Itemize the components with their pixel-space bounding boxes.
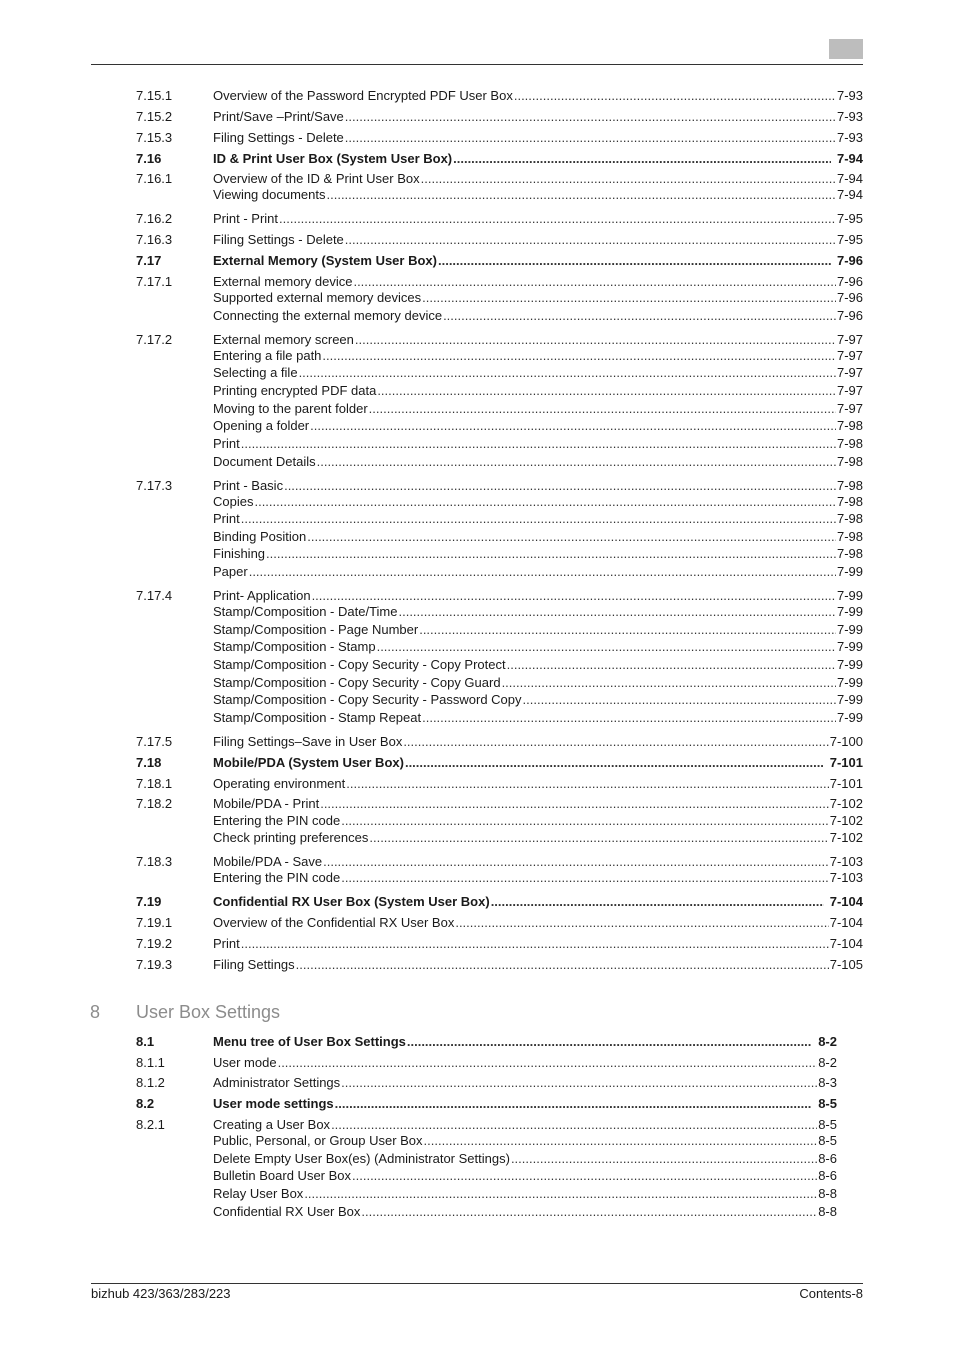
toc-entry xyxy=(0,675,954,691)
toc-entry-number: 7.18.1 xyxy=(136,776,173,791)
toc-entry-page: 7-96 xyxy=(836,274,863,289)
toc-entry-page: 7-94 xyxy=(836,151,863,166)
toc-entry-title: Print - Basic xyxy=(213,478,284,493)
toc-entry-title: Entering the PIN code xyxy=(213,813,341,828)
dot-leader xyxy=(278,1055,818,1071)
toc-entry-title: Copies xyxy=(213,494,254,509)
toc-entry xyxy=(0,383,954,399)
toc-entry-number: 7.19.2 xyxy=(136,936,173,951)
toc-entry-page: 7-99 xyxy=(836,710,863,725)
toc-entry-number: 7.18 xyxy=(136,755,162,770)
toc-entry-page: 7-93 xyxy=(836,88,863,103)
toc-entry-number: 8.1 xyxy=(136,1034,155,1049)
toc-entry xyxy=(0,1168,954,1184)
toc-entry-page: 7-93 xyxy=(836,109,863,124)
toc-entry-page: 7-96 xyxy=(836,308,863,323)
dot-leader xyxy=(241,511,836,527)
toc-entry-title: Print- Application xyxy=(213,588,311,603)
dot-leader xyxy=(523,692,836,708)
toc-entry-number: 7.17.4 xyxy=(136,588,173,603)
toc-entry xyxy=(0,88,954,104)
toc-entry-page: 7-99 xyxy=(836,675,863,690)
toc-entry-page: 7-101 xyxy=(829,755,863,770)
toc-entry xyxy=(0,796,954,812)
toc-entry-page: 7-99 xyxy=(836,604,863,619)
toc-entry-page: 8-6 xyxy=(818,1151,837,1166)
dot-leader xyxy=(422,290,836,306)
toc-entry-page: 7-101 xyxy=(829,776,863,791)
toc-entry-page: 7-98 xyxy=(836,546,863,561)
toc-entry-page: 7-102 xyxy=(829,813,863,828)
dot-leader xyxy=(511,1151,817,1167)
dot-leader xyxy=(241,436,836,452)
toc-entry xyxy=(0,130,954,146)
dot-leader xyxy=(377,639,836,655)
toc-entry-number: 7.19.1 xyxy=(136,915,173,930)
dot-leader xyxy=(335,1096,813,1112)
toc-entry-page: 7-104 xyxy=(829,936,863,951)
toc-entry-title: Selecting a file xyxy=(213,365,298,380)
toc-entry-title: External Memory (System User Box) xyxy=(213,253,437,268)
toc-entry-title: Mobile/PDA - Print xyxy=(213,796,320,811)
toc-entry-title: Stamp/Composition - Copy Security - Password Copy xyxy=(213,692,522,707)
toc-entry-title: External memory device xyxy=(213,274,353,289)
toc-entry xyxy=(0,171,954,187)
toc-entry xyxy=(0,308,954,324)
dot-leader xyxy=(422,710,836,726)
dot-leader xyxy=(341,1075,817,1091)
toc-entry-number: 7.17.5 xyxy=(136,734,173,749)
toc-entry xyxy=(0,692,954,708)
dot-leader xyxy=(279,211,836,227)
dot-leader xyxy=(403,734,828,750)
toc-entry xyxy=(0,546,954,562)
toc-entry-page: 7-97 xyxy=(836,365,863,380)
dot-leader xyxy=(317,454,836,470)
toc-entry-page: 8-8 xyxy=(818,1204,837,1219)
toc-entry-page: 7-94 xyxy=(836,187,863,202)
dot-leader xyxy=(254,494,836,510)
toc-entry-number: 7.18.2 xyxy=(136,796,173,811)
toc-entry xyxy=(0,813,954,829)
toc-entry-page: 8-6 xyxy=(818,1168,837,1183)
toc-entry xyxy=(0,755,954,771)
toc-entry xyxy=(0,365,954,381)
toc-entry-title: Print - Print xyxy=(213,211,279,226)
toc-entry-page: 7-98 xyxy=(836,511,863,526)
toc-entry-page: 7-98 xyxy=(836,436,863,451)
dot-leader xyxy=(296,957,829,973)
toc-entry-page: 7-99 xyxy=(836,692,863,707)
toc-entry xyxy=(0,478,954,494)
dot-leader xyxy=(312,588,836,604)
dot-leader xyxy=(419,622,836,638)
toc-entry-page: 7-97 xyxy=(836,348,863,363)
toc-entry-title: Printing encrypted PDF data xyxy=(213,383,377,398)
dot-leader xyxy=(453,151,831,167)
toc-entry-page: 7-102 xyxy=(829,830,863,845)
dot-leader xyxy=(507,657,836,673)
dot-leader xyxy=(502,675,836,691)
dot-leader xyxy=(323,854,829,870)
toc-entry-title: Overview of the Password Encrypted PDF User Box xyxy=(213,88,513,103)
toc-entry xyxy=(0,1204,954,1220)
toc-entry xyxy=(0,348,954,364)
toc-entry-page: 7-98 xyxy=(836,529,863,544)
toc-entry-title: Moving to the parent folder xyxy=(213,401,368,416)
toc-entry-title: Menu tree of User Box Settings xyxy=(213,1034,406,1049)
toc-entry xyxy=(0,915,954,931)
dot-leader xyxy=(361,1204,817,1220)
toc-entry xyxy=(0,1151,954,1167)
toc-entry xyxy=(0,734,954,750)
toc-entry-title: External memory screen xyxy=(213,332,354,347)
toc-entry-page: 7-104 xyxy=(829,894,863,909)
toc-entry xyxy=(0,253,954,269)
toc-entry xyxy=(0,1096,954,1112)
toc-entry-page: 7-105 xyxy=(829,957,863,972)
dot-leader xyxy=(398,604,835,620)
dot-leader xyxy=(514,88,836,104)
toc-entry-number: 7.16 xyxy=(136,151,162,166)
toc-entry-page: 8-5 xyxy=(818,1133,837,1148)
dot-leader xyxy=(377,383,836,399)
toc-entry-number: 7.17.2 xyxy=(136,332,173,347)
toc-entry-title: Binding Position xyxy=(213,529,307,544)
dot-leader xyxy=(241,936,829,952)
toc-entry-title: Connecting the external memory device xyxy=(213,308,443,323)
toc-entry-title: Creating a User Box xyxy=(213,1117,331,1132)
toc-entry-title: Overview of the ID & Print User Box xyxy=(213,171,420,186)
dot-leader xyxy=(299,365,836,381)
toc-entry-page: 7-97 xyxy=(836,383,863,398)
toc-entry-number: 8.2.1 xyxy=(136,1117,165,1132)
toc-entry-title: Filing Settings - Delete xyxy=(213,130,344,145)
toc-entry-number: 7.16.1 xyxy=(136,171,173,186)
toc-entry xyxy=(0,274,954,290)
toc-entry-page: 7-96 xyxy=(836,290,863,305)
dot-leader xyxy=(491,894,824,910)
dot-leader xyxy=(355,332,836,348)
toc-entry xyxy=(0,894,954,910)
dot-leader xyxy=(424,1133,818,1149)
toc-entry-title: ID & Print User Box (System User Box) xyxy=(213,151,453,166)
toc-entry-page: 7-102 xyxy=(829,796,863,811)
toc-entry-title: Print/Save –Print/Save xyxy=(213,109,344,124)
toc-entry-number: 7.16.2 xyxy=(136,211,173,226)
toc-entry-title: Confidential RX User Box xyxy=(213,1204,361,1219)
toc-entry-page: 7-98 xyxy=(836,418,863,433)
toc-entry-page: 7-99 xyxy=(836,657,863,672)
chapter-heading xyxy=(0,1000,954,1024)
dot-leader xyxy=(266,546,836,562)
dot-leader xyxy=(352,1168,817,1184)
toc-entry-page: 8-5 xyxy=(818,1117,837,1132)
dot-leader xyxy=(443,308,836,324)
toc-entry xyxy=(0,494,954,510)
toc-entry-title: Viewing documents xyxy=(213,187,326,202)
toc-entry xyxy=(0,529,954,545)
toc-entry-page: 7-99 xyxy=(836,564,863,579)
dot-leader xyxy=(421,171,836,187)
toc-entry xyxy=(0,1186,954,1202)
toc-entry-number: 7.19.3 xyxy=(136,957,173,972)
toc-entry-title: Filing Settings xyxy=(213,957,295,972)
dot-leader xyxy=(438,253,831,269)
toc-entry-title: Document Details xyxy=(213,454,316,469)
toc-entry-page: 7-103 xyxy=(829,870,863,885)
toc-entry xyxy=(0,211,954,227)
toc-entry-title: Administrator Settings xyxy=(213,1075,341,1090)
toc-entry-title: Bulletin Board User Box xyxy=(213,1168,352,1183)
toc-entry-page: 8-8 xyxy=(818,1186,837,1201)
toc-entry-title: Stamp/Composition - Stamp xyxy=(213,639,376,654)
toc-entry-title: Relay User Box xyxy=(213,1186,304,1201)
toc-entry xyxy=(0,109,954,125)
toc-entry-title: Filing Settings–Save in User Box xyxy=(213,734,403,749)
toc-entry xyxy=(0,418,954,434)
toc-entry xyxy=(0,830,954,846)
toc-entry-number: 7.17.3 xyxy=(136,478,173,493)
dot-leader xyxy=(407,1034,812,1050)
toc-entry xyxy=(0,290,954,306)
toc-entry xyxy=(0,436,954,452)
toc-entry-page: 8-5 xyxy=(818,1096,837,1111)
toc-entry-title: Print xyxy=(213,511,240,526)
toc-entry-title: Operating environment xyxy=(213,776,346,791)
toc-entry-page: 8-3 xyxy=(818,1075,837,1090)
toc-entry xyxy=(0,151,954,167)
toc-entry xyxy=(0,232,954,248)
toc-entry-title: Mobile/PDA - Save xyxy=(213,854,323,869)
toc-entry-number: 7.19 xyxy=(136,894,162,909)
toc-entry xyxy=(0,454,954,470)
toc-entry xyxy=(0,936,954,952)
toc-entry-title: Public, Personal, or Group User Box xyxy=(213,1133,423,1148)
toc-entry xyxy=(0,564,954,580)
dot-leader xyxy=(320,796,829,812)
toc-entry-page: 7-99 xyxy=(836,588,863,603)
chapter-number: 8 xyxy=(90,1002,101,1022)
dot-leader xyxy=(331,1117,817,1133)
dot-leader xyxy=(304,1186,817,1202)
toc-entry-title: Supported external memory devices xyxy=(213,290,422,305)
toc-entry xyxy=(0,1075,954,1091)
toc-entry-number: 7.15.2 xyxy=(136,109,173,124)
toc-entry-page: 7-103 xyxy=(829,854,863,869)
toc-entry-title: User mode xyxy=(213,1055,277,1070)
dot-leader xyxy=(345,109,836,125)
toc-entry xyxy=(0,1133,954,1149)
toc-entry-title: Mobile/PDA (System User Box) xyxy=(213,755,404,770)
toc-entry-page: 7-93 xyxy=(836,130,863,145)
toc-entry-title: Stamp/Composition - Date/Time xyxy=(213,604,398,619)
toc-entry-title: Finishing xyxy=(213,546,266,561)
toc-entry-title: Filing Settings - Delete xyxy=(213,232,344,247)
dot-leader xyxy=(327,187,836,203)
toc-entry-page: 7-99 xyxy=(836,639,863,654)
toc-entry xyxy=(0,639,954,655)
dot-leader xyxy=(346,776,829,792)
toc-entry-number: 8.2 xyxy=(136,1096,155,1111)
footer-page-label: Contents-8 xyxy=(799,1286,863,1301)
toc-entry-title: Paper xyxy=(213,564,248,579)
toc-entry-page: 7-95 xyxy=(836,211,863,226)
toc-entry xyxy=(0,657,954,673)
dot-leader xyxy=(310,418,836,434)
toc-entry-page: 7-97 xyxy=(836,332,863,347)
toc-entry-title: Confidential RX User Box (System User Box) xyxy=(213,894,490,909)
dot-leader xyxy=(307,529,836,545)
toc-entry xyxy=(0,187,954,203)
dot-leader xyxy=(345,232,836,248)
toc-entry-number: 7.17.1 xyxy=(136,274,173,289)
toc-entry-title: User mode settings xyxy=(213,1096,334,1111)
toc-entry-page: 7-97 xyxy=(836,401,863,416)
toc-entry xyxy=(0,870,954,886)
toc-entry xyxy=(0,776,954,792)
toc-entry xyxy=(0,854,954,870)
toc-entry-page: 7-104 xyxy=(829,915,863,930)
toc-entry xyxy=(0,401,954,417)
toc-entry-title: Entering the PIN code xyxy=(213,870,341,885)
toc-entry-page: 7-98 xyxy=(836,454,863,469)
toc-entry xyxy=(0,622,954,638)
toc-entry-number: 7.16.3 xyxy=(136,232,173,247)
toc-entry-title: Print xyxy=(213,936,240,951)
header-rule xyxy=(91,64,863,65)
toc-entry-title: Stamp/Composition - Stamp Repeat xyxy=(213,710,422,725)
toc-entry-title: Stamp/Composition - Copy Security - Copy Protect xyxy=(213,657,506,672)
toc-entry-page: 7-96 xyxy=(836,253,863,268)
dot-leader xyxy=(369,830,828,846)
toc-entry xyxy=(0,957,954,973)
toc-entry-title: Stamp/Composition - Page Number xyxy=(213,622,419,637)
toc-entry xyxy=(0,588,954,604)
toc-entry xyxy=(0,710,954,726)
toc-entry-page: 7-98 xyxy=(836,494,863,509)
toc-entry-title: Opening a folder xyxy=(213,418,310,433)
dot-leader xyxy=(369,401,836,417)
dot-leader xyxy=(353,274,836,290)
toc-entry-title: Delete Empty User Box(es) (Administrator Settings) xyxy=(213,1151,510,1166)
toc-entry-page: 7-100 xyxy=(829,734,863,749)
toc-entry xyxy=(0,511,954,527)
toc-entry-page: 7-99 xyxy=(836,622,863,637)
dot-leader xyxy=(322,348,836,364)
dot-leader xyxy=(341,813,829,829)
toc-entry-title: Overview of the Confidential RX User Box xyxy=(213,915,455,930)
toc-entry-number: 7.15.3 xyxy=(136,130,173,145)
toc-entry-title: Print xyxy=(213,436,240,451)
toc-entry-number: 8.1.2 xyxy=(136,1075,165,1090)
toc-entry-page: 7-95 xyxy=(836,232,863,247)
toc-entry-page: 8-2 xyxy=(818,1055,837,1070)
toc-entry-number: 8.1.1 xyxy=(136,1055,165,1070)
dot-leader xyxy=(405,755,824,771)
dot-leader xyxy=(249,564,836,580)
toc-entry-number: 7.15.1 xyxy=(136,88,173,103)
toc-entry-page: 8-2 xyxy=(818,1034,837,1049)
toc-entry-page: 7-94 xyxy=(836,171,863,186)
toc-entry xyxy=(0,1055,954,1071)
toc-entry-number: 7.18.3 xyxy=(136,854,173,869)
toc-entry-number: 7.17 xyxy=(136,253,162,268)
toc-entry xyxy=(0,604,954,620)
toc-entry-title: Stamp/Composition - Copy Security - Copy Guard xyxy=(213,675,501,690)
footer-product: bizhub 423/363/283/223 xyxy=(91,1286,231,1301)
toc-entry xyxy=(0,1034,954,1050)
header-tab-marker xyxy=(829,39,863,59)
dot-leader xyxy=(284,478,836,494)
toc-entry-title: Check printing preferences xyxy=(213,830,369,845)
dot-leader xyxy=(455,915,828,931)
toc-entry-title: Entering a file path xyxy=(213,348,322,363)
chapter-title: User Box Settings xyxy=(136,1002,281,1022)
toc-entry xyxy=(0,332,954,348)
toc-entry xyxy=(0,1117,954,1133)
footer-rule xyxy=(91,1283,863,1284)
dot-leader xyxy=(345,130,836,146)
dot-leader xyxy=(341,870,829,886)
toc-entry-page: 7-98 xyxy=(836,478,863,493)
